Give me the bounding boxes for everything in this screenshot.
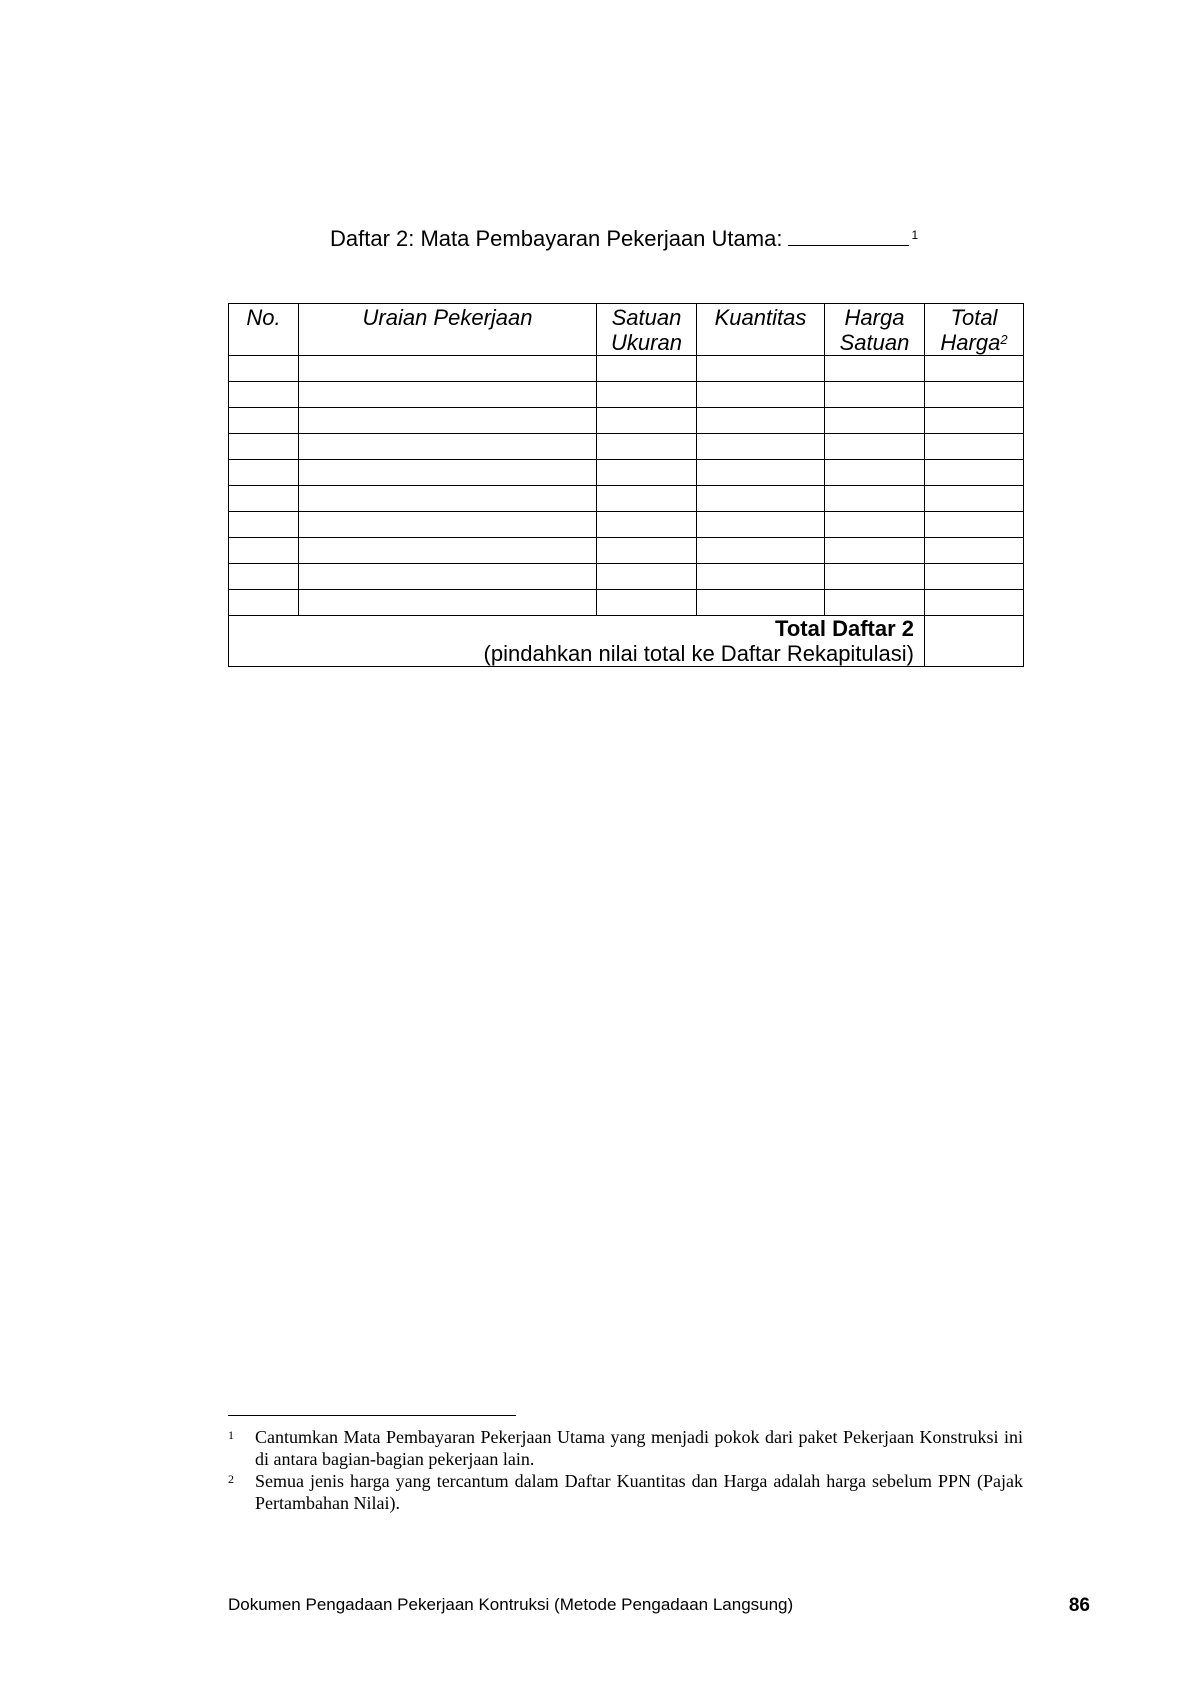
- total-label-cell: [229, 616, 925, 667]
- cell-total-harga[interactable]: [925, 460, 1024, 486]
- header-uraian-label: Uraian Pekerjaan: [362, 305, 533, 330]
- cell-total-harga[interactable]: [925, 538, 1024, 564]
- table-row: [229, 564, 1024, 590]
- footnote-1-text: Cantumkan Mata Pembayaran Pekerjaan Utama yang menjadi pokok dari paket Pekerjaan Konstruksi ini di antara bagian-bagian pekerjaan lain.: [255, 1427, 1023, 1469]
- cell-harga-satuan[interactable]: [825, 460, 925, 486]
- cell-harga-satuan[interactable]: [825, 538, 925, 564]
- cell-uraian[interactable]: [299, 356, 597, 382]
- header-no-label: No.: [246, 305, 281, 330]
- header-total-line1: Total: [950, 305, 998, 330]
- cell-harga-satuan[interactable]: [825, 590, 925, 616]
- cell-total-harga[interactable]: [925, 564, 1024, 590]
- header-total-footnote-ref: 2: [1000, 332, 1008, 347]
- total-note: (pindahkan nilai total ke Daftar Rekapitulasi): [483, 641, 914, 666]
- cell-harga-satuan[interactable]: [825, 382, 925, 408]
- cell-kuantitas[interactable]: [697, 356, 825, 382]
- table-row: [229, 460, 1024, 486]
- table-row: [229, 590, 1024, 616]
- cell-kuantitas[interactable]: [697, 590, 825, 616]
- cell-uraian[interactable]: [299, 486, 597, 512]
- table-row: [229, 512, 1024, 538]
- header-no: [229, 304, 299, 356]
- cell-total-harga[interactable]: [925, 434, 1024, 460]
- total-title: Total Daftar 2: [775, 616, 914, 641]
- cell-kuantitas[interactable]: [697, 408, 825, 434]
- footnote-2-mark: 2: [228, 1472, 234, 1486]
- header-satuan-ukuran: [597, 304, 697, 356]
- cell-total-harga[interactable]: [925, 512, 1024, 538]
- footnote-1: [228, 1426, 1023, 1470]
- cell-uraian[interactable]: [299, 564, 597, 590]
- page-number: 86: [1068, 1595, 1090, 1616]
- cell-total-harga[interactable]: [925, 486, 1024, 512]
- cell-kuantitas[interactable]: [697, 512, 825, 538]
- page-title: [330, 226, 918, 252]
- cell-satuan-ukuran[interactable]: [597, 460, 697, 486]
- total-value-cell[interactable]: [925, 616, 1024, 667]
- header-total-harga: [925, 304, 1024, 356]
- cell-no[interactable]: [229, 356, 299, 382]
- table-body: [229, 356, 1024, 667]
- table-row: [229, 408, 1024, 434]
- cell-satuan-ukuran[interactable]: [597, 434, 697, 460]
- header-harga-line2: Satuan: [839, 330, 910, 355]
- cell-kuantitas[interactable]: [697, 434, 825, 460]
- cell-satuan-ukuran[interactable]: [597, 486, 697, 512]
- header-kuantitas: [697, 304, 825, 356]
- cell-harga-satuan[interactable]: [825, 408, 925, 434]
- header-kuantitas-label: Kuantitas: [714, 305, 807, 330]
- footnote-2-text: Semua jenis harga yang tercantum dalam Daftar Kuantitas dan Harga adalah harga sebelum PPN (Pajak Pertambahan Nilai).: [255, 1471, 1023, 1513]
- footnote-separator: [228, 1415, 516, 1416]
- cell-uraian[interactable]: [299, 460, 597, 486]
- cell-harga-satuan[interactable]: [825, 356, 925, 382]
- cell-total-harga[interactable]: [925, 356, 1024, 382]
- header-satuan-line2: Ukuran: [611, 330, 682, 355]
- cell-no[interactable]: [229, 564, 299, 590]
- title-footnote-ref: 1: [911, 228, 919, 242]
- footnotes: [228, 1426, 1023, 1514]
- header-harga-satuan: [825, 304, 925, 356]
- footnote-1-mark: 1: [228, 1428, 234, 1442]
- total-row: [229, 616, 1024, 667]
- cell-no[interactable]: [229, 538, 299, 564]
- cell-satuan-ukuran[interactable]: [597, 512, 697, 538]
- cell-no[interactable]: [229, 408, 299, 434]
- price-table: [228, 303, 1024, 667]
- cell-no[interactable]: [229, 590, 299, 616]
- cell-uraian[interactable]: [299, 538, 597, 564]
- footer-text: Dokumen Pengadaan Pekerjaan Kontruksi (Metode Pengadaan Langsung): [228, 1595, 794, 1614]
- cell-kuantitas[interactable]: [697, 564, 825, 590]
- cell-no[interactable]: [229, 460, 299, 486]
- header-uraian: [299, 304, 597, 356]
- cell-uraian[interactable]: [299, 382, 597, 408]
- title-blank-line: [788, 227, 909, 246]
- cell-satuan-ukuran[interactable]: [597, 564, 697, 590]
- table-row: [229, 434, 1024, 460]
- page-title-text: Daftar 2: Mata Pembayaran Pekerjaan Utama:: [330, 226, 783, 251]
- cell-uraian[interactable]: [299, 408, 597, 434]
- header-harga-line1: Harga: [844, 305, 905, 330]
- table-row: [229, 382, 1024, 408]
- cell-satuan-ukuran[interactable]: [597, 408, 697, 434]
- cell-no[interactable]: [229, 434, 299, 460]
- footnote-2: [228, 1470, 1023, 1514]
- table-row: [229, 486, 1024, 512]
- cell-satuan-ukuran[interactable]: [597, 590, 697, 616]
- cell-harga-satuan[interactable]: [825, 486, 925, 512]
- cell-total-harga[interactable]: [925, 590, 1024, 616]
- cell-uraian[interactable]: [299, 434, 597, 460]
- cell-kuantitas[interactable]: [697, 460, 825, 486]
- cell-total-harga[interactable]: [925, 408, 1024, 434]
- header-total-line2: Harga: [940, 330, 1001, 355]
- table-row: [229, 538, 1024, 564]
- cell-kuantitas[interactable]: [697, 486, 825, 512]
- cell-uraian[interactable]: [299, 512, 597, 538]
- cell-no[interactable]: [229, 512, 299, 538]
- cell-satuan-ukuran[interactable]: [597, 356, 697, 382]
- cell-harga-satuan[interactable]: [825, 434, 925, 460]
- cell-uraian[interactable]: [299, 590, 597, 616]
- cell-satuan-ukuran[interactable]: [597, 382, 697, 408]
- cell-harga-satuan[interactable]: [825, 564, 925, 590]
- header-satuan-line1: Satuan: [611, 305, 682, 330]
- cell-no[interactable]: [229, 382, 299, 408]
- cell-harga-satuan[interactable]: [825, 512, 925, 538]
- cell-satuan-ukuran[interactable]: [597, 538, 697, 564]
- cell-kuantitas[interactable]: [697, 382, 825, 408]
- table-header-row: [229, 304, 1024, 356]
- cell-kuantitas[interactable]: [697, 538, 825, 564]
- cell-total-harga[interactable]: [925, 382, 1024, 408]
- cell-no[interactable]: [229, 486, 299, 512]
- table-row: [229, 356, 1024, 382]
